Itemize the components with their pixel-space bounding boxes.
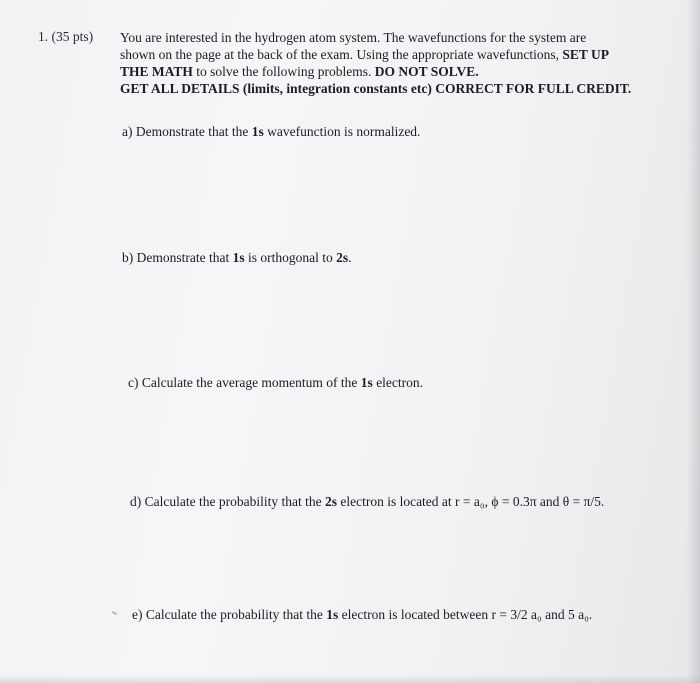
part-b-label: b) <box>122 250 134 265</box>
intro-line-2: shown on the page at the back of the exam. Using the appropriate wavefunctions, SET UP <box>120 47 610 62</box>
part-c: c) Calculate the average momentum of the 1s electron. <box>128 375 424 390</box>
part-a: a) Demonstrate that the 1s wavefunction is normalized. <box>122 124 421 139</box>
question-points: (35 pts) <box>51 29 94 44</box>
question-number-label: 1. <box>38 29 49 44</box>
part-e-label: e) <box>132 607 143 622</box>
part-a-label: a) <box>122 124 133 139</box>
intro-line-3: THE MATH to solve the following problems. DO NOT SOLVE. <box>120 64 479 79</box>
question-number <box>38 29 93 45</box>
page-edge-shadow-right <box>686 0 700 683</box>
pencil-mark <box>112 611 117 615</box>
part-c-label: c) <box>128 375 139 390</box>
intro-line-1: You are interested in the hydrogen atom system. The wavefunctions for the system are <box>120 30 587 45</box>
page-edge-shadow-bottom <box>0 675 700 683</box>
part-e: e) Calculate the probability that the 1s electron is located between r = 3/2 a₀ and 5 a₀. <box>132 607 593 622</box>
intro-line-4: GET ALL DETAILS (limits, integration constants etc) CORRECT FOR FULL CREDIT. <box>120 81 632 96</box>
part-b: b) Demonstrate that 1s is orthogonal to 2s. <box>122 250 352 265</box>
part-d: d) Calculate the probability that the 2s electron is located at r = a₀, ϕ = 0.3π and θ = π/5. <box>130 494 605 509</box>
part-d-label: d) <box>130 494 142 509</box>
question-intro <box>120 29 640 97</box>
